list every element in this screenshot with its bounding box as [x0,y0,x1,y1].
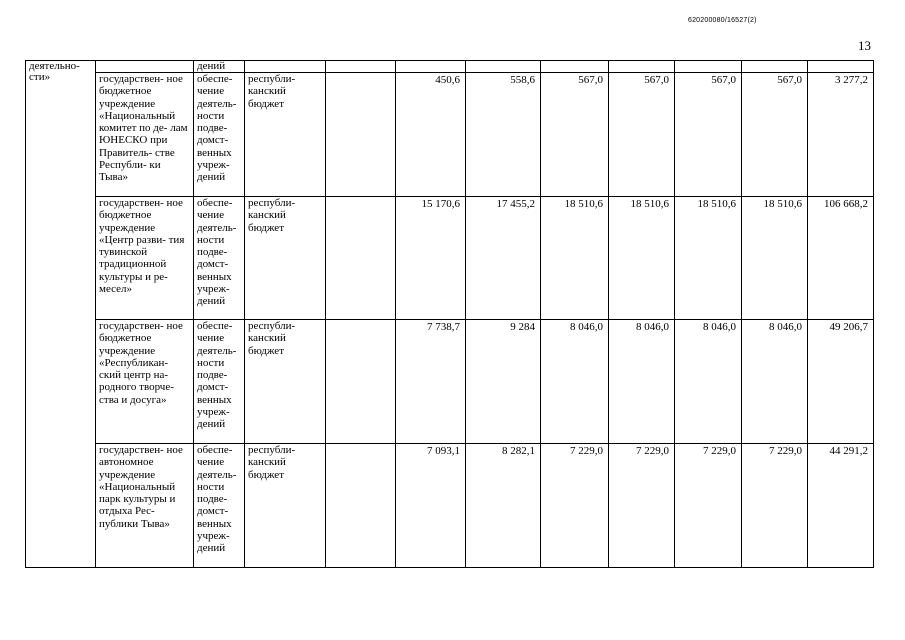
value-cell: 8 046,0 [742,320,808,444]
empty-cell [326,444,396,568]
document-id: 620200080/16527(2) [688,17,757,24]
value-cell: 7 229,0 [541,444,609,568]
total-cell: 49 206,7 [808,320,874,444]
value-cell: 18 510,6 [742,197,808,320]
value-cell: 7 093,1 [396,444,466,568]
value-cell: 567,0 [609,73,675,197]
empty-cell [326,61,396,73]
value-cell: 8 046,0 [675,320,742,444]
total-cell: 3 277,2 [808,73,874,197]
table-row-continuation [26,61,874,73]
empty-cell [326,73,396,197]
empty-cell [326,197,396,320]
total-cell: 106 668,2 [808,197,874,320]
value-cell: 9 284 [466,320,541,444]
empty-cell [609,61,675,73]
institution-cell: государствен- ное автономное учреждение «Национальный парк культуры и отдыха Рес- публики Тыва» [96,444,194,568]
institution-cell: государствен- ное бюджетное учреждение «Республикан- ский центр на- родного творче- ства и досуга» [96,320,194,444]
value-cell: 7 229,0 [675,444,742,568]
purpose-cell: обеспе- чение деятель- ности подве- домст- венных учреж- дений [194,320,245,444]
value-cell: 18 510,6 [541,197,609,320]
value-cell: 15 170,6 [396,197,466,320]
table-row [26,197,874,320]
budget-source-cell: республи- канский бюджет [245,444,326,568]
purpose-cell: обеспе- чение деятель- ности подве- домст- венных учреж- дений [194,73,245,197]
budget-source-cell: республи- канский бюджет [245,73,326,197]
table-row [26,320,874,444]
institution-cell: государствен- ное бюджетное учреждение «Национальный комитет по де- лам ЮНЕСКО при Правитель- стве Республи- ки Тыва» [96,73,194,197]
value-cell: 567,0 [541,73,609,197]
empty-cell [326,320,396,444]
value-cell: 450,6 [396,73,466,197]
purpose-continuation-cell: дений [194,61,245,73]
table-row [26,73,874,197]
value-cell: 7 229,0 [609,444,675,568]
purpose-cell: обеспе- чение деятель- ности подве- домст- венных учреж- дений [194,444,245,568]
purpose-cell: обеспе- чение деятель- ности подве- домст- венных учреж- дений [194,197,245,320]
empty-cell [742,61,808,73]
table-row [26,444,874,568]
value-cell: 18 510,6 [609,197,675,320]
budget-source-cell: республи- канский бюджет [245,320,326,444]
value-cell: 8 046,0 [609,320,675,444]
activity-cell: деятельно- сти» [26,61,96,568]
value-cell: 8 046,0 [541,320,609,444]
value-cell: 558,6 [466,73,541,197]
empty-cell [245,61,326,73]
page-number: 13 [858,38,871,53]
value-cell: 8 282,1 [466,444,541,568]
institution-cell: государствен- ное бюджетное учреждение «Центр разви- тия тувинской традиционной культуры и ре- месел» [96,197,194,320]
empty-cell [466,61,541,73]
value-cell: 7 229,0 [742,444,808,568]
value-cell: 7 738,7 [396,320,466,444]
empty-cell [675,61,742,73]
empty-cell [96,61,194,73]
value-cell: 567,0 [675,73,742,197]
value-cell: 18 510,6 [675,197,742,320]
empty-cell [541,61,609,73]
value-cell: 17 455,2 [466,197,541,320]
value-cell: 567,0 [742,73,808,197]
empty-cell [396,61,466,73]
total-cell: 44 291,2 [808,444,874,568]
budget-source-cell: республи- канский бюджет [245,197,326,320]
empty-cell [808,61,874,73]
budget-table [25,60,874,568]
